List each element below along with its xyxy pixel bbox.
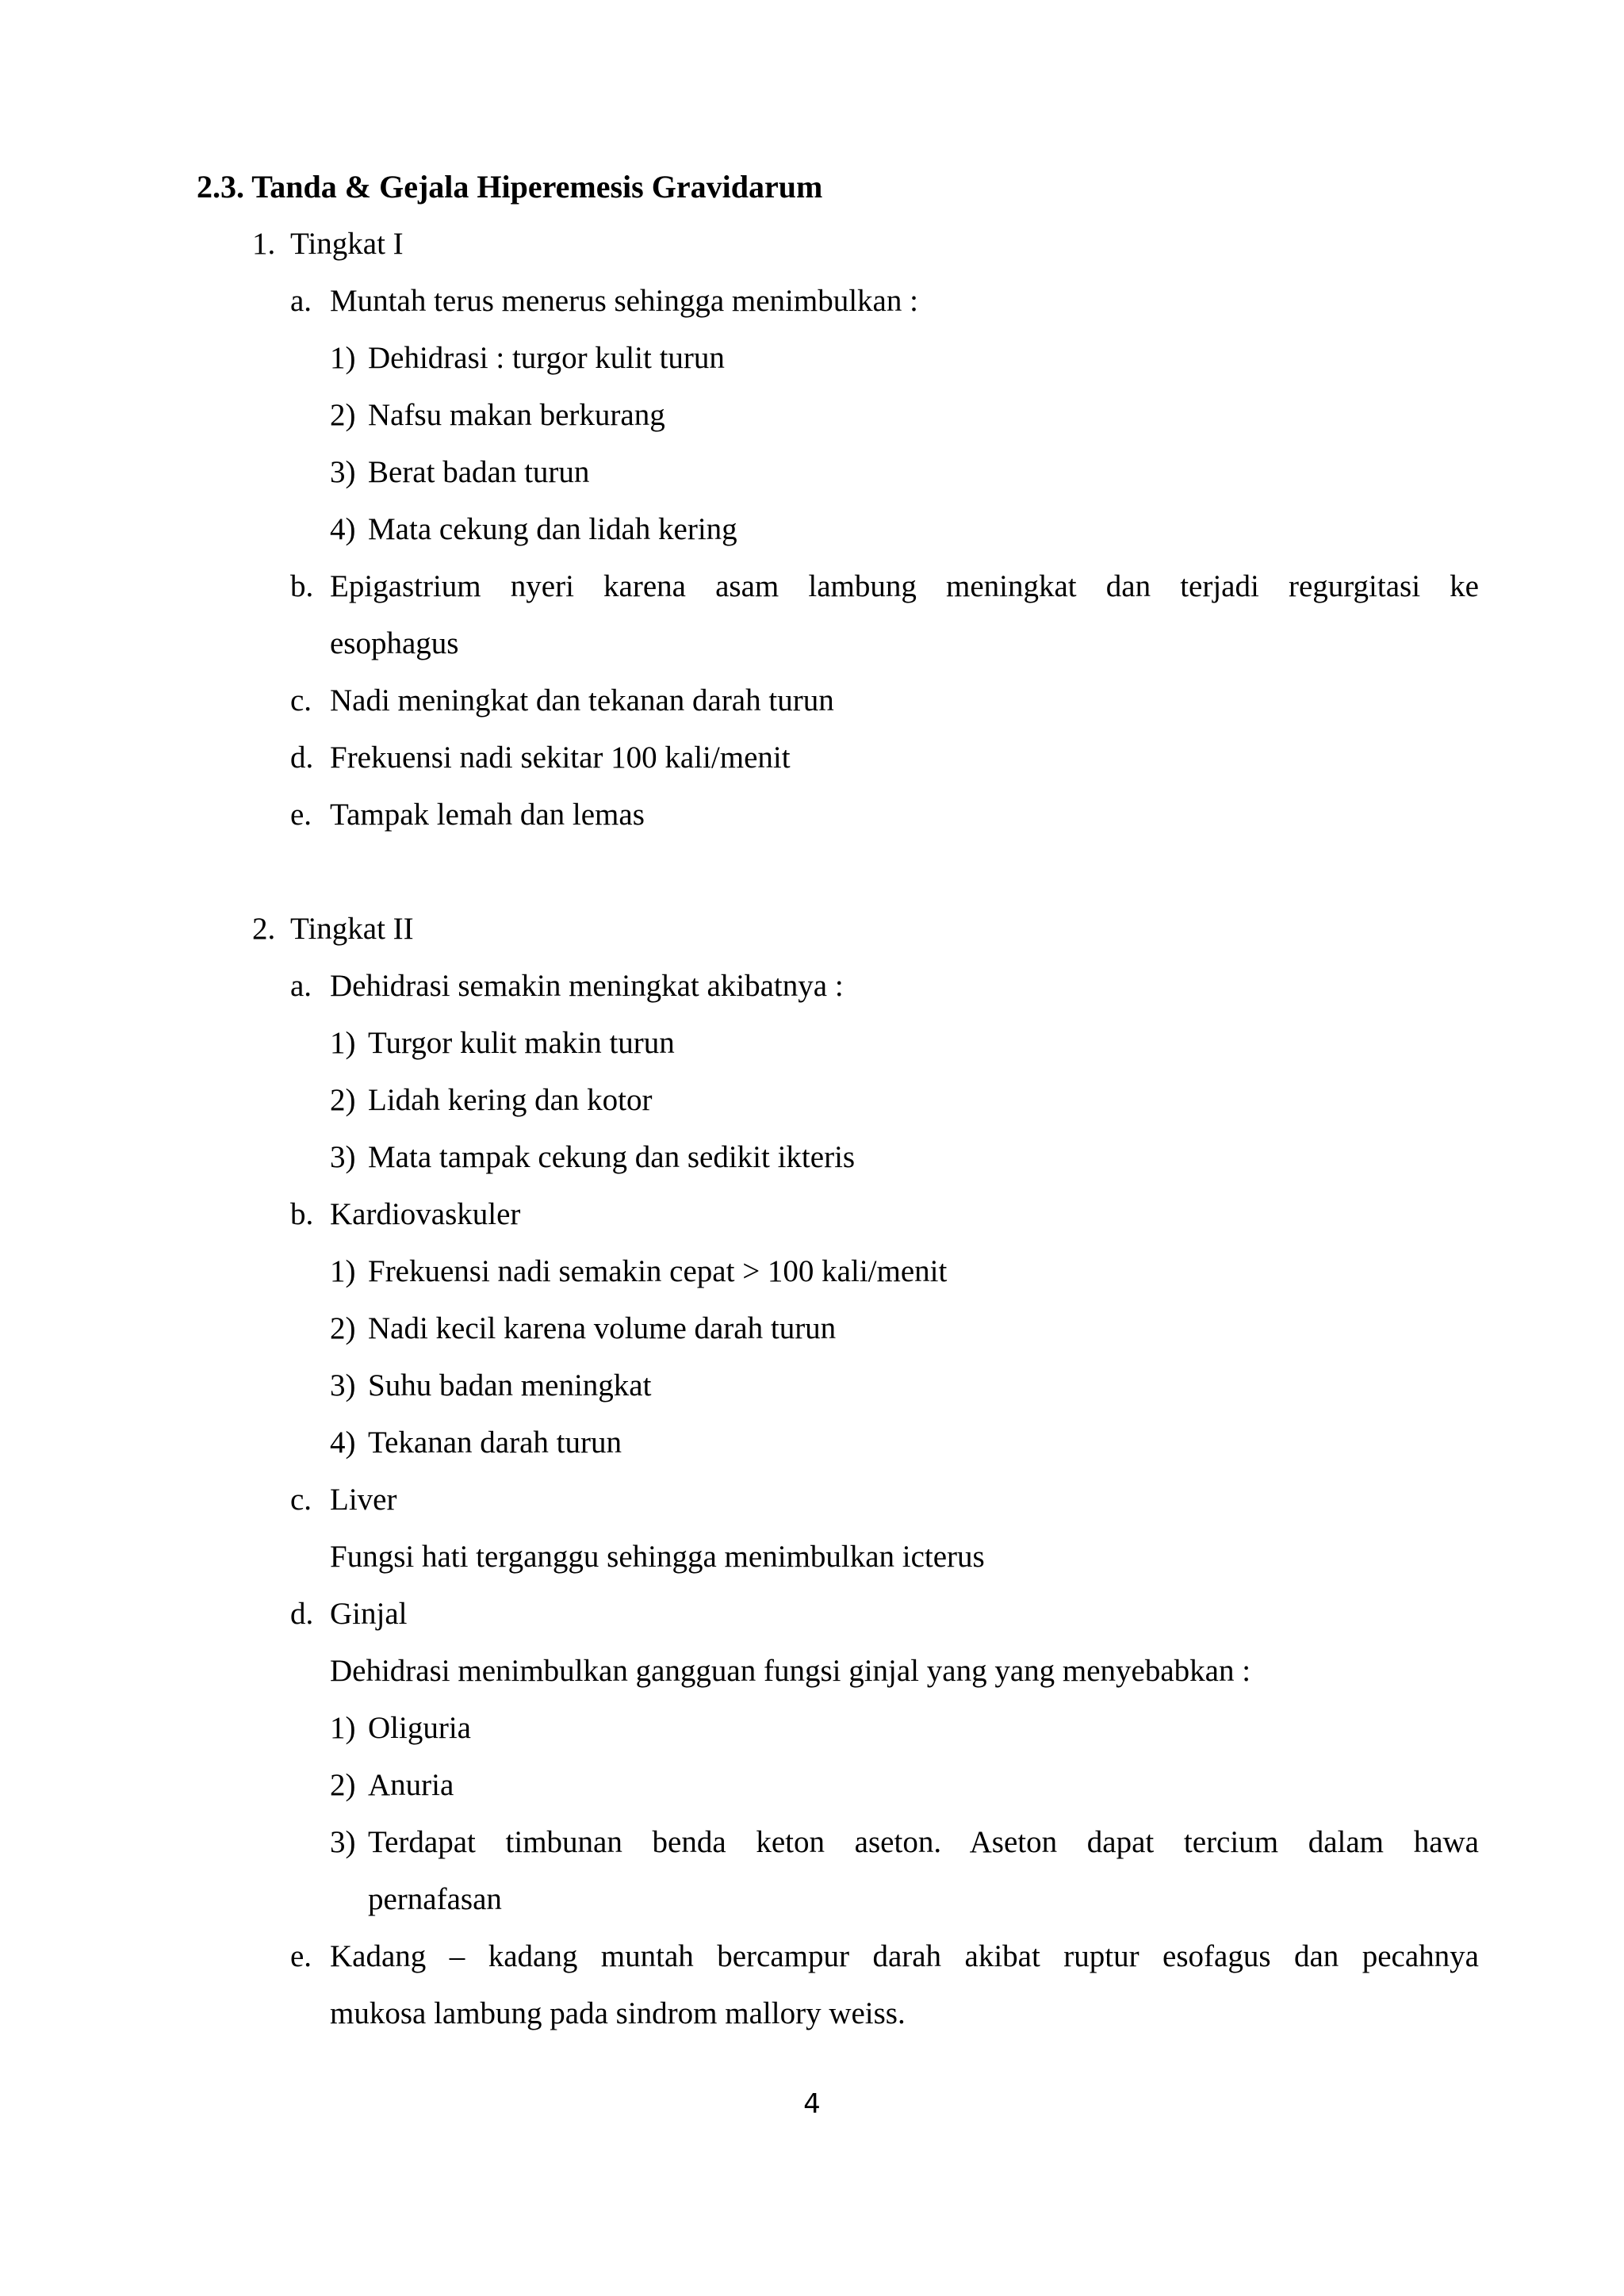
list-item	[197, 958, 1479, 1015]
item-text: Dehidrasi semakin meningkat akibatnya :	[330, 969, 844, 1003]
sub-item-text: Oliguria	[368, 1711, 471, 1745]
item-text: Kadang – kadang muntah bercampur darah akibat ruptur esofagus dan pecahnya	[330, 1939, 1479, 1973]
list-item	[197, 1928, 1479, 1985]
item-text: Tampak lemah dan lemas	[330, 798, 645, 832]
list-item	[197, 558, 1479, 615]
sub-item	[197, 1414, 1479, 1471]
sub-item-text: Mata tampak cekung dan sedikit ikteris	[368, 1140, 856, 1174]
sub-item-text: Terdapat timbunan benda keton aseton. Aseton dapat tercium dalam hawa	[368, 1825, 1479, 1859]
level-1-title	[197, 216, 1479, 273]
item-letter: e.	[290, 1939, 312, 1973]
sub-item-number: 4)	[330, 512, 356, 546]
sub-item-number: 2)	[330, 1083, 356, 1117]
item-text-continuation: mukosa lambung pada sindrom mallory weiss.	[330, 1996, 906, 2030]
sub-item	[197, 1129, 1479, 1186]
list-item	[197, 786, 1479, 844]
item-text-continuation: esophagus	[330, 626, 459, 660]
sub-item-continuation: pernafasan	[368, 1882, 502, 1916]
sub-item-number: 3)	[330, 455, 356, 489]
section-heading: 2.3. Tanda & Gejala Hiperemesis Gravidarum	[197, 169, 823, 205]
item-letter: a.	[290, 969, 312, 1003]
list-item	[197, 1186, 1479, 1243]
sub-item-number: 3)	[330, 1368, 356, 1402]
level-number: 1.	[252, 227, 276, 261]
sub-item-number: 1)	[330, 341, 356, 375]
sub-item-text: Lidah kering dan kotor	[368, 1083, 653, 1117]
sub-item-number: 4)	[330, 1425, 356, 1460]
list-item	[197, 1471, 1479, 1529]
sub-item-text: Berat badan turun	[368, 455, 590, 489]
sub-item	[197, 1243, 1479, 1300]
level-2-title	[197, 901, 1479, 958]
list-item	[197, 273, 1479, 330]
sub-item-number: 2)	[330, 398, 356, 432]
sub-item	[197, 1700, 1479, 1757]
sub-item-text: Frekuensi nadi semakin cepat > 100 kali/menit	[368, 1254, 948, 1288]
item-letter: d.	[290, 740, 314, 775]
item-paragraph: Dehidrasi menimbulkan gangguan fungsi ginjal yang yang menyebabkan :	[330, 1654, 1251, 1688]
level-number: 2.	[252, 912, 276, 946]
sub-item-number: 3)	[330, 1825, 356, 1859]
item-letter: b.	[290, 569, 314, 603]
sub-item-text: Nadi kecil karena volume darah turun	[368, 1311, 837, 1345]
sub-item-number: 1)	[330, 1026, 356, 1060]
sub-item	[197, 444, 1479, 501]
item-letter: c.	[290, 1483, 312, 1517]
item-letter: b.	[290, 1197, 314, 1231]
sub-item-number: 1)	[330, 1254, 356, 1288]
item-letter: a.	[290, 284, 312, 318]
page-number: 4	[803, 2088, 821, 2120]
spacer	[197, 844, 1479, 901]
sub-item	[197, 501, 1479, 558]
list-item	[197, 729, 1479, 786]
item-text: Liver	[330, 1483, 397, 1517]
sub-item-text: Mata cekung dan lidah kering	[368, 512, 737, 546]
item-text: Nadi meningkat dan tekanan darah turun	[330, 683, 834, 718]
item-text: Muntah terus menerus sehingga menimbulkan :	[330, 284, 918, 318]
sub-item	[197, 1015, 1479, 1072]
item-letter: e.	[290, 798, 312, 832]
item-letter: d.	[290, 1597, 314, 1631]
sub-item-number: 3)	[330, 1140, 356, 1174]
sub-item-text: Tekanan darah turun	[368, 1425, 622, 1460]
list-item	[197, 1586, 1479, 1643]
list-item	[197, 672, 1479, 729]
item-text: Epigastrium nyeri karena asam lambung meningkat dan terjadi regurgitasi ke	[330, 569, 1479, 603]
item-letter: c.	[290, 683, 312, 718]
sub-item	[197, 387, 1479, 444]
sub-item	[197, 1357, 1479, 1414]
sub-item-text: Anuria	[368, 1768, 454, 1802]
sub-item-text: Dehidrasi : turgor kulit turun	[368, 341, 725, 375]
sub-item	[197, 1300, 1479, 1357]
level-title: Tingkat I	[290, 227, 404, 261]
sub-item-text: Suhu badan meningkat	[368, 1368, 652, 1402]
item-text: Kardiovaskuler	[330, 1197, 521, 1231]
sub-item-number: 2)	[330, 1768, 356, 1802]
sub-item-text: Turgor kulit makin turun	[368, 1026, 675, 1060]
sub-item	[197, 1072, 1479, 1129]
sub-item	[197, 330, 1479, 387]
item-paragraph: Fungsi hati terganggu sehingga menimbulkan icterus	[330, 1540, 985, 1574]
item-text: Ginjal	[330, 1597, 408, 1631]
sub-item-number: 2)	[330, 1311, 356, 1345]
sub-item	[197, 1757, 1479, 1814]
level-title: Tingkat II	[290, 912, 414, 946]
sub-item-text: Nafsu makan berkurang	[368, 398, 665, 432]
item-text: Frekuensi nadi sekitar 100 kali/menit	[330, 740, 791, 775]
page-content	[197, 159, 1479, 2042]
sub-item-number: 1)	[330, 1711, 356, 1745]
sub-item	[197, 1814, 1479, 1871]
